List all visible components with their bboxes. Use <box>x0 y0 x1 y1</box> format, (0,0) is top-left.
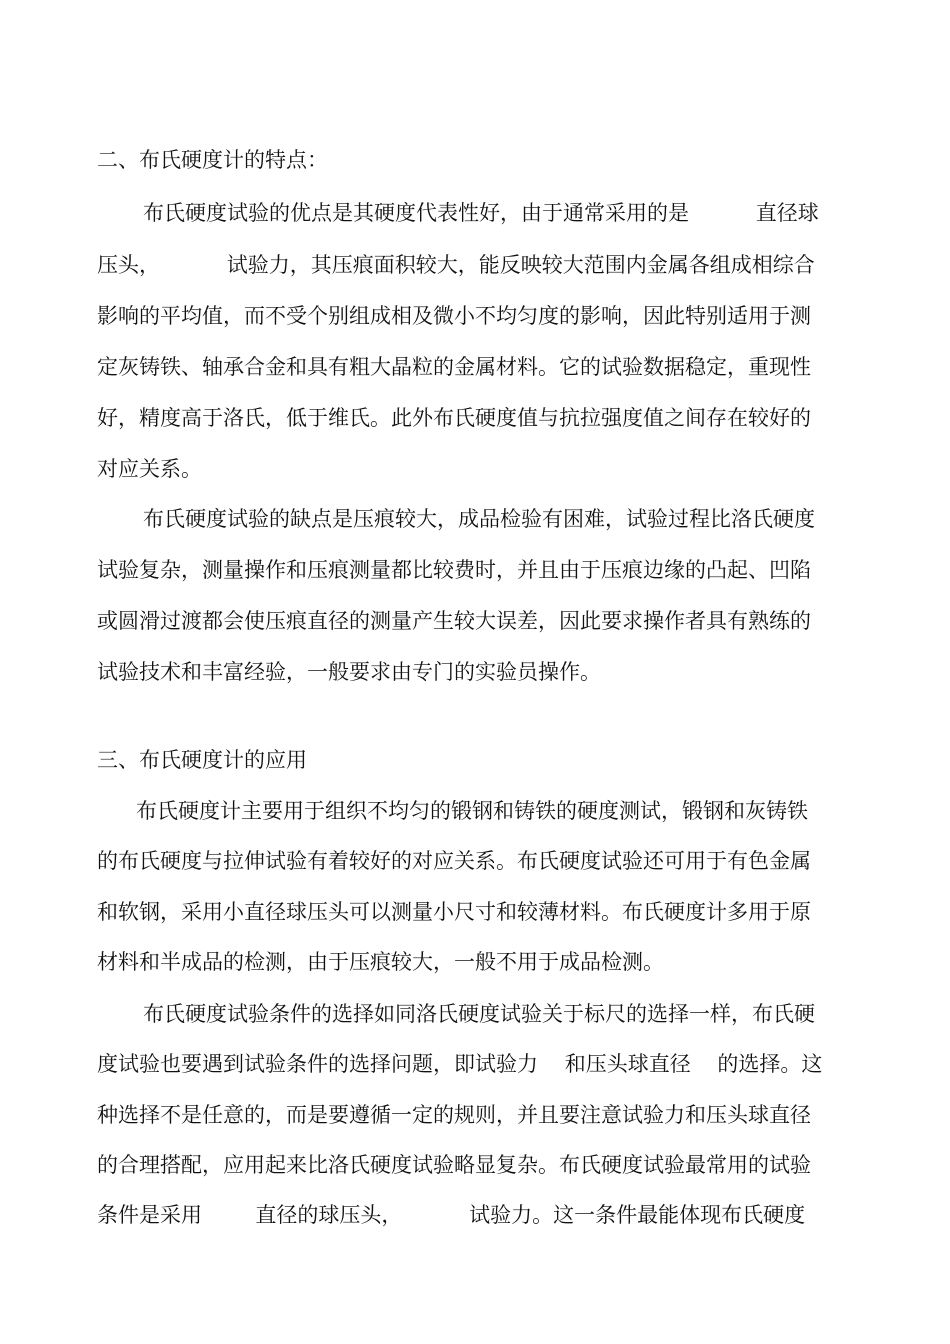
paragraph-line: 压头， 试验力，其压痕面积较大，能反映较大范围内金属各组成相综合 <box>97 253 815 277</box>
paragraph-line: 定灰铸铁、轴承合金和具有粗大晶粒的金属材料。它的试验数据稳定，重现性 <box>97 355 811 379</box>
paragraph-line: 布氏硬度试验的缺点是压痕较大，成品检验有困难，试验过程比洛氏硬度 <box>143 507 815 531</box>
section-2-heading: 二、布氏硬度计的特点： <box>97 148 328 172</box>
paragraph-line: 种选择不是任意的，而是要遵循一定的规则，并且要注意试验力和压头球直径 <box>97 1103 811 1127</box>
section-3-heading: 三、布氏硬度计的应用 <box>97 748 307 772</box>
paragraph-line: 材料和半成品的检测，由于压痕较大，一般不用于成品检测。 <box>97 950 664 974</box>
paragraph-line: 布氏硬度计主要用于组织不均匀的锻钢和铸铁的硬度测试，锻钢和灰铸铁 <box>136 799 808 823</box>
paragraph-line: 影响的平均值，而不受个别组成相及微小不均匀度的影响，因此特别适用于测 <box>97 304 811 328</box>
paragraph-line: 条件是采用 直径的球压头， 试验力。这一条件最能体现布氏硬度 <box>97 1203 806 1227</box>
paragraph-line: 布氏硬度试验条件的选择如同洛氏硬度试验关于标尺的选择一样，布氏硬 <box>143 1002 815 1026</box>
paragraph-line: 或圆滑过渡都会使压痕直径的测量产生较大误差，因此要求操作者具有熟练的 <box>97 609 811 633</box>
paragraph-line: 对应关系。 <box>97 457 202 481</box>
paragraph-line: 好，精度高于洛氏，低于维氏。此外布氏硬度值与抗拉强度值之间存在较好的 <box>97 406 811 430</box>
paragraph-line: 试验复杂，测量操作和压痕测量都比较费时，并且由于压痕边缘的凸起、凹陷 <box>97 558 811 582</box>
paragraph-line: 的合理搭配，应用起来比洛氏硬度试验略显复杂。布氏硬度试验最常用的试验 <box>97 1153 811 1177</box>
paragraph-line: 度试验也要遇到试验条件的选择问题，即试验力 和压头球直径 的选择。这 <box>97 1052 823 1076</box>
paragraph-line: 试验技术和丰富经验，一般要求由专门的实验员操作。 <box>97 660 601 684</box>
paragraph-line: 和软钢，采用小直径球压头可以测量小尺寸和较薄材料。布氏硬度计多用于原 <box>97 900 811 924</box>
paragraph-line: 的布氏硬度与拉伸试验有着较好的对应关系。布氏硬度试验还可用于有色金属 <box>97 849 811 873</box>
paragraph-line: 布氏硬度试验的优点是其硬度代表性好，由于通常采用的是 直径球 <box>143 201 819 225</box>
